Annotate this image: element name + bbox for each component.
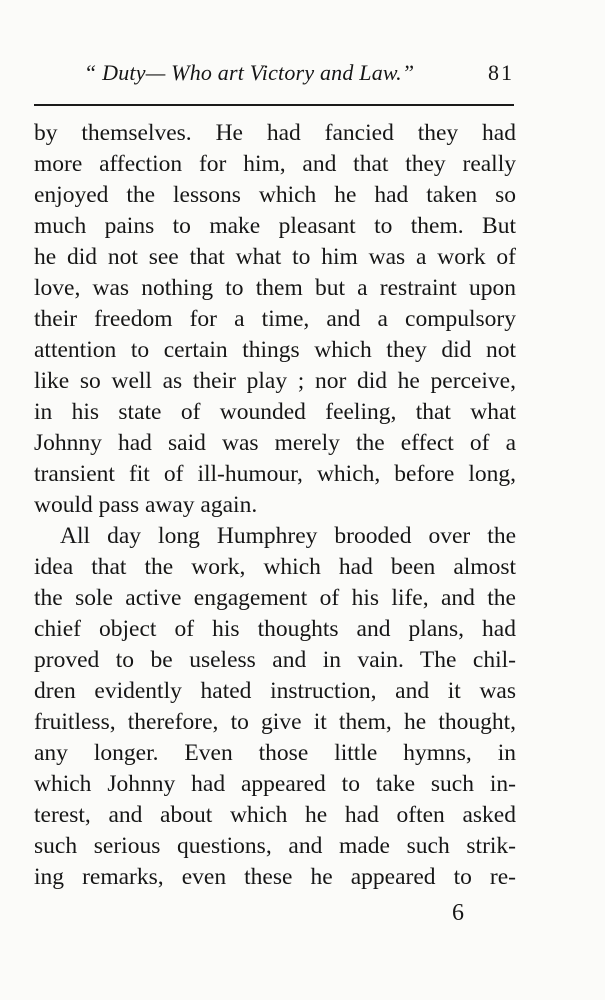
text-line: any longer. Even those little hymns, in: [34, 740, 516, 766]
text-line: transient fit of ill-humour, which, before long,: [34, 461, 516, 487]
text-line: the sole active engagement of his life, and the: [34, 585, 516, 611]
text-line: in his state of wounded feeling, that what: [34, 399, 516, 425]
text-line: their freedom for a time, and a compulsory: [34, 306, 516, 332]
text-line: such serious questions, and made such strik-: [34, 833, 516, 859]
text-line: he did not see that what to him was a work of: [34, 244, 516, 270]
text-line: Johnny had said was merely the effect of a: [34, 430, 516, 456]
text-line: like so well as their play ; nor did he perceive,: [34, 368, 516, 394]
text-line: chief object of his thoughts and plans, had: [34, 616, 516, 642]
text-line: idea that the work, which had been almost: [34, 554, 516, 580]
text-line: more affection for him, and that they really: [34, 151, 516, 177]
header-rule: [34, 104, 514, 106]
text-line: much pains to make pleasant to them. But: [34, 213, 516, 239]
body-text: [34, 118, 516, 893]
text-line: terest, and about which he had often asked: [34, 802, 516, 828]
text-line: attention to certain things which they did not: [34, 337, 516, 363]
signature-mark: 6: [452, 900, 464, 926]
text-line: which Johnny had appeared to take such in-: [34, 771, 516, 797]
paragraph-first-line: All day long Humphrey brooded over the: [60, 523, 516, 549]
text-line: fruitless, therefore, to give it them, he thought,: [34, 709, 516, 735]
text-line: dren evidently hated instruction, and it was: [34, 678, 516, 704]
text-line: by themselves. He had fancied they had: [34, 120, 516, 146]
running-title: “ Duty— Who art Victory and Law.”: [84, 60, 415, 85]
text-line: enjoyed the lessons which he had taken so: [34, 182, 516, 208]
text-line: ing remarks, even these he appeared to re-: [34, 864, 516, 890]
paragraph-end-line: would pass away again.: [34, 492, 258, 518]
running-head: [34, 60, 514, 90]
text-line: love, was nothing to them but a restraint upon: [34, 275, 516, 301]
page-number: 81: [488, 60, 514, 85]
text-line: proved to be useless and in vain. The chil-: [34, 647, 516, 673]
